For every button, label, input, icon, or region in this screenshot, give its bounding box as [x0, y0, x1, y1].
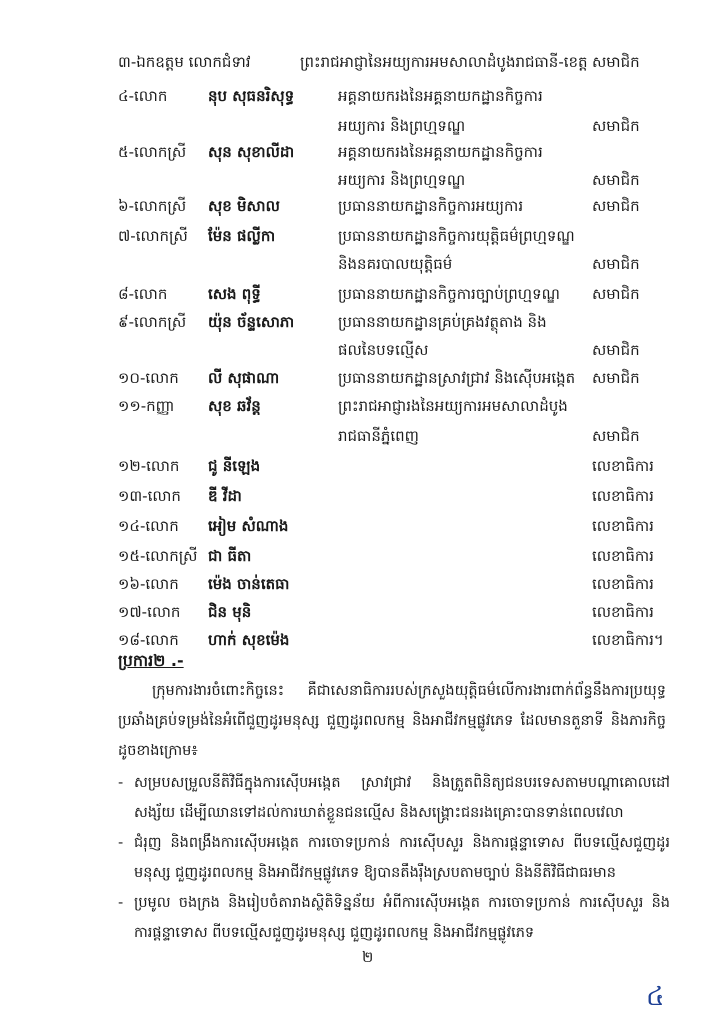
member-role: ផលនៃបទល្មើស	[338, 341, 429, 359]
member-role: និងនគរបាលយុត្តិធម៌	[338, 255, 453, 273]
member-role: ប្រធាននាយកដ្ឋានកិច្ចការអយ្យការ	[338, 197, 524, 215]
member-number: ១៨-លោក	[118, 631, 179, 649]
member-status: លេខាធិការ។	[592, 631, 664, 649]
member-name: ឌី វីដា	[208, 487, 242, 505]
member-status: សមាជិក	[592, 117, 640, 135]
member-row-cont	[0, 336, 724, 364]
member-role: រាជធានីភ្នំពេញ	[338, 427, 419, 445]
member-status: សមាជិក	[592, 427, 640, 445]
member-number: ៧-លោកស្រី	[118, 227, 188, 245]
page-number: ២	[362, 948, 374, 966]
member-name: លី សុផាណា	[208, 369, 280, 387]
member-row-cont	[0, 166, 724, 194]
member-role: ព្រះរាជអាជ្ញានៃអយ្យការអមសាលាដំបូងរាជធានី-ខេត្ត	[300, 53, 588, 71]
member-status: លេខាធិការ	[592, 575, 654, 593]
member-status: សមាជិក	[592, 53, 640, 71]
member-name: ជូ នីឡេង	[208, 457, 261, 475]
member-number: ១០-លោក	[118, 369, 179, 387]
member-role: អយ្យការ និងព្រហ្មទណ្ឌ	[338, 171, 466, 189]
member-number: ១១-កញ្ញា	[118, 397, 175, 415]
member-status: សមាជិក	[592, 341, 640, 359]
member-name: ម៉េង ចាន់តេធា	[208, 575, 290, 593]
member-number: ៦-លោកស្រី	[118, 197, 187, 215]
member-number: ៨-លោក	[118, 285, 168, 303]
member-name: ជា ធីតា	[208, 547, 252, 565]
member-name: យ៉ុន ច័ន្ទសោភា	[208, 313, 295, 331]
bullet-dash: -	[118, 895, 124, 911]
member-row	[0, 82, 724, 110]
member-row	[0, 542, 724, 570]
member-number: ៩-លោកស្រី	[118, 313, 187, 331]
member-number: ១៣-លោក	[118, 487, 181, 505]
member-name: សុខ ឆវ័ន្ត	[208, 397, 261, 415]
member-status: លេខាធិការ	[592, 547, 654, 565]
member-status: លេខាធិការ	[592, 487, 654, 505]
member-status: លេខាធិការ	[592, 603, 654, 621]
member-status: លេខាធិការ	[592, 457, 654, 475]
member-row	[0, 452, 724, 480]
member-status: លេខាធិការ	[592, 517, 654, 535]
member-row-cont	[0, 112, 724, 140]
member-status: សមាជិក	[592, 171, 640, 189]
member-row-cont	[0, 422, 724, 450]
member-number: ១៥-លោកស្រី	[118, 547, 198, 565]
bullet-dash: -	[118, 775, 124, 791]
list-item-text: សម្របសម្រួលនីតិវិធីក្នុងការស៊ើបអង្កេត ស្រាវជ្រាវ និងត្រួតពិនិត្យជនបរទេសតាមបណ្តាគោលដៅសង្ស័យ ដើម្បីឈានទៅដល់ការឃាត់ខ្លួនជនល្មើស និងសង្គ្រោះជនរងគ្រោះបានទាន់ពេលវេលា	[134, 775, 670, 821]
member-role: ប្រធាននាយកដ្ឋានស្រាវជ្រាវ និងស៊ើបអង្កេត	[338, 369, 576, 387]
member-row	[0, 308, 724, 336]
list-item-text: ជំរុញ និងពង្រឹងការស៊ើបអង្កេត ការចោទប្រកាន់ ការស៊ើបសួរ និងការផ្តន្ទាទោស ពីបទល្មើសជួញដូរមនុស្ស ជួញដូរពលកម្ម និងអាជីវកម្មផ្លូវភេទ ឱ្យបានតឹងរ៉ឹងស្របតាមច្បាប់ និងនីតិវិធីជាធរមាន	[134, 835, 670, 881]
member-number: ៣-ឯកឧត្តម លោកជំទាវ	[118, 53, 251, 71]
member-row	[0, 280, 724, 308]
member-name: សុន សុខាលីដា	[208, 143, 295, 161]
member-role: ប្រធាននាយកដ្ឋានគ្រប់គ្រងវត្ថុតាង និង	[338, 313, 547, 331]
member-status: សមាជិក	[592, 255, 640, 273]
member-role: អយ្យការ និងព្រហ្មទណ្ឌ	[338, 117, 466, 135]
member-row	[0, 626, 724, 654]
member-role: អគ្គនាយករងនៃអគ្គនាយកដ្ឋានកិច្ចការ	[338, 143, 543, 161]
member-name: ជិន មុនិ	[208, 603, 252, 621]
member-name: អៀម សំណាង	[208, 517, 289, 535]
member-row	[0, 482, 724, 510]
member-role: ព្រះរាជអាជ្ញារងនៃអយ្យការអមសាលាដំបូង	[338, 397, 568, 415]
member-number: ៤-លោក	[118, 87, 168, 105]
member-row	[0, 392, 724, 420]
bullet-dash: -	[118, 835, 124, 851]
list-item-text: ប្រមូល ចងក្រង និងរៀបចំតារាងស្ថិតិទិន្នន័យ អំពីការស៊ើបអង្កេត ការចោទប្រកាន់ ការស៊ើបសួរ និងការផ្តន្ទាទោស ពីបទល្មើសជួញដូរមនុស្ស ជួញដូរពលកម្ម និងអាជីវកម្មផ្លូវភេទ	[134, 895, 670, 941]
member-row	[0, 48, 724, 76]
member-role: អគ្គនាយករងនៃអគ្គនាយកដ្ឋានកិច្ចការ	[338, 87, 543, 105]
member-row	[0, 138, 724, 166]
handwritten-mark: ៤	[646, 982, 665, 1012]
member-name: នុប សុធនរិសុទ្ធ	[208, 87, 295, 105]
member-status: សមាជិក	[592, 369, 640, 387]
member-status: សមាជិក	[592, 197, 640, 215]
member-role: ប្រធាននាយកដ្ឋានកិច្ចការច្បាប់ព្រហ្មទណ្ឌ	[338, 285, 560, 303]
member-number: ១៧-លោក	[118, 603, 181, 621]
member-row	[0, 512, 724, 540]
member-role: ប្រធាននាយកដ្ឋានកិច្ចការយុត្តិធម៌ព្រហ្មទណ្ឌ	[338, 227, 575, 245]
member-name: ម៉ែន ផល្លីកា	[208, 227, 276, 245]
member-row	[0, 222, 724, 250]
member-number: ១២-លោក	[118, 457, 180, 475]
article-intro: ក្រុមការងារចំពោះកិច្ចនេះ គឺជាសេនាធិការរបស់ក្រសួងយុត្តិធម៌លើការងារពាក់ព័ន្ធនឹងការប្រយុទ្ធប្រឆាំងគ្រប់ទម្រង់នៃអំពើជួញដូរមនុស្ស ជួញដូរពលកម្ម និងអាជីវកម្មផ្លូវភេទ ដែលមានតួនាទី និងភារកិច្ចដូចខាងក្រោម៖	[118, 683, 666, 759]
article-heading: ប្រការ២ .-	[118, 651, 184, 670]
member-row	[0, 192, 724, 220]
member-name: សេង ពុទ្ធី	[208, 285, 261, 303]
member-number: ១៤-លោក	[118, 517, 179, 535]
member-name: ហាក់ សុខម៉េង	[208, 631, 290, 649]
member-status: សមាជិក	[592, 285, 640, 303]
member-row-cont	[0, 250, 724, 278]
member-row	[0, 364, 724, 392]
member-name: សុខ មិសាល	[208, 197, 280, 215]
member-row	[0, 598, 724, 626]
member-number: ១៦-លោក	[118, 575, 179, 593]
member-row	[0, 570, 724, 598]
member-number: ៥-លោកស្រី	[118, 143, 187, 161]
